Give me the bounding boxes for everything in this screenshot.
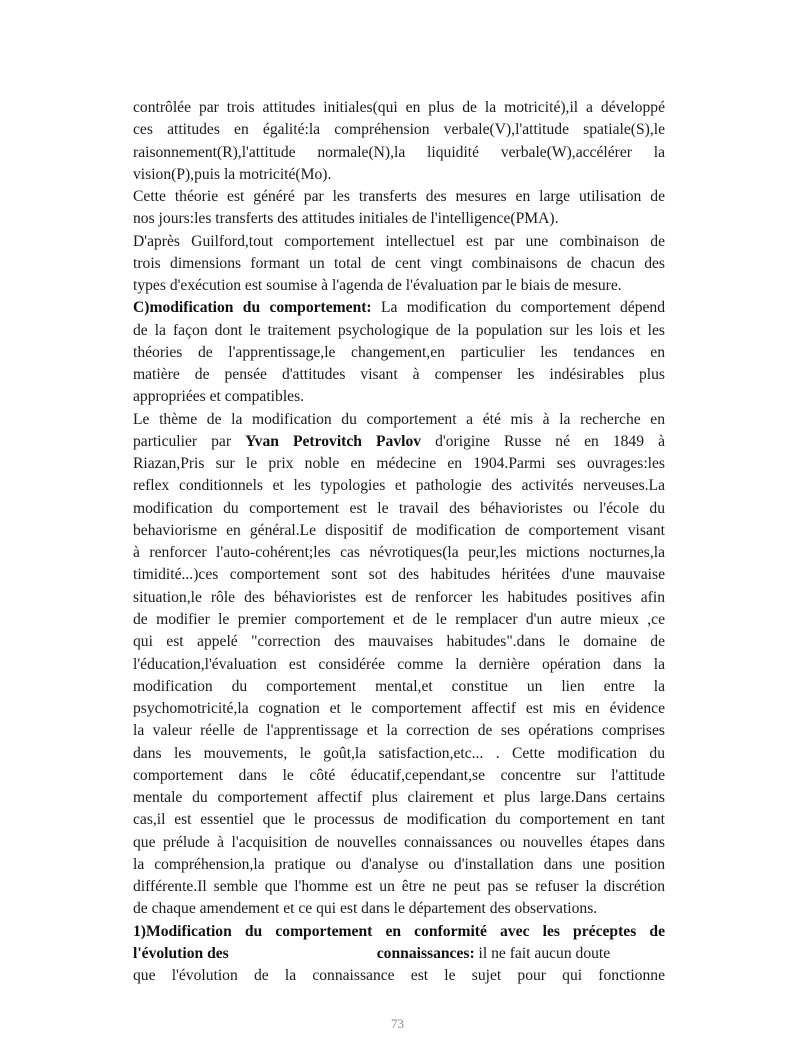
text-segment: timidité...)ces comportement sont sot des habitudes héritées d'une mauvaise [133,566,665,584]
text-line [133,921,665,943]
text-line [133,787,665,809]
text-line [133,386,665,408]
text-segment: modification du comportement est le travail des béhavioristes ou l'école du [133,499,665,517]
text-segment: La modification du comportement dépend [371,299,666,317]
text-segment: dans les mouvements, le goût,la satisfaction,etc... . Cette modification du [133,744,665,762]
text-segment: vision(P),puis la motricité(Mo). [133,165,332,183]
text-line [133,186,665,208]
text-segment: particulier par [133,432,246,450]
text-segment: contrôlée par trois attitudes initiales(qui en plus de la motricité),il a développé [133,99,665,116]
text-segment: types d'exécution est soumise à l'agenda de l'évaluation par le biais de mesure. [133,277,622,295]
text-line [133,564,665,586]
text-line [133,453,665,475]
text-line [133,609,665,631]
text-segment: la compréhension,la pratique ou d'analyse ou d'installation dans une position [133,855,665,873]
text-segment: matière de pensée d'attitudes visant à compenser les indésirables plus [133,366,665,384]
text-line [133,587,665,609]
text-line [133,475,665,497]
text-segment: raisonnement(R),l'attitude normale(N),la liquidité verbale(W),accélérer la [133,143,665,161]
text-line [133,765,665,787]
text-segment: Cette théorie est généré par les transferts des mesures en large utilisation de [133,188,665,206]
text-segment: que l'évolution de la connaissance est le sujet pour qui fonctionne [133,967,665,985]
bold-text: C)modification du comportement: [133,299,372,317]
text-line [133,142,665,164]
text-segment: D'après Guilford,tout comportement intellectuel est par une combinaison de [133,232,665,250]
text-line [133,965,665,987]
text-line [133,231,665,253]
text-line [133,698,665,720]
text-line [133,898,665,920]
text-segment: trois dimensions formant un total de cent vingt combinaisons de chacun des [133,254,665,272]
text-segment: ces attitudes en égalité:la compréhension verbale(V),l'attitude spatiale(S),le [133,121,665,139]
text-segment: situation,le rôle des béhavioristes est de renforcer les habitudes positives afin [133,588,665,606]
text-segment: la valeur réelle de l'apprentissage et la correction de ses opérations comprises [133,722,665,740]
text-segment: psychomotricité,la cognation et le comportement affectif est mis en évidence [133,700,665,718]
text-line [133,743,665,765]
text-segment: reflex conditionnels et les typologies et pathologie des activités nerveuses.La [133,477,665,495]
text-line [133,164,665,186]
text-segment: à renforcer l'auto-cohérent;les cas névrotiques(la peur,les mictions nocturnes,la [133,544,665,562]
text-segment: Riazan,Pris sur le prix noble en médecine en 1904.Parmi ses ouvrages:les [133,455,665,473]
text-segment: de chaque amendement et ce qui est dans le département des observations. [133,900,598,918]
text-line [133,297,665,319]
bold-text: Yvan Petrovitch Pavlov [245,432,422,450]
text-line [133,409,665,431]
text-line [133,97,665,119]
text-line [133,542,665,564]
text-segment: mentale du comportement affectif plus clairement et plus large.Dans certains [133,789,665,807]
text-line [133,342,665,364]
text-segment: de la façon dont le traitement psychologique de la population sur les lois et les [133,321,665,339]
bold-text: l'évolution des [133,944,229,962]
text-line [133,320,665,342]
text-segment: qui est appelé "correction des mauvaises habitudes".dans le domaine de [133,633,665,651]
text-segment: théories de l'apprentissage,le changement,en particulier les tendances en [133,343,665,361]
text-line [133,498,665,520]
text-line [133,654,665,676]
text-segment: cas,il est essentiel que le processus de modification du comportement en tant [133,811,665,829]
text-segment: Le thème de la modification du comportement a été mis à la recherche en [133,410,665,428]
text-segment: modification du comportement mental,et constitue un lien entre la [133,677,665,695]
text-segment: il ne fait aucun doute [474,944,611,962]
text-segment: que prélude à l'acquisition de nouvelles connaissances ou nouvelles étapes dans [133,833,665,851]
text-line [133,809,665,831]
text-line [133,676,665,698]
text-segment: de modifier le premier comportement et de le remplacer d'un autre mieux ,ce [133,610,665,628]
text-line [133,275,665,297]
text-line [133,854,665,876]
bold-text: 1)Modification du comportement en conformité avec les préceptes de [133,922,665,940]
text-line [133,119,665,141]
text-line [133,832,665,854]
text-line [133,253,665,275]
text-segment: différente.Il semble que l'homme est un être ne peut pas se refuser la discrétion [133,878,665,896]
text-segment: l'éducation,l'évaluation est considérée comme la dernière opération dans la [133,655,665,673]
text-line [133,720,665,742]
page-number: 73 [391,1016,404,1031]
text-segment: behaviorisme en général.Le dispositif de modification de comportement visant [133,521,665,539]
text-line [133,876,665,898]
text-segment: appropriées et compatibles. [133,388,305,406]
text-line [133,631,665,653]
text-segment: comportement dans le côté éducatif,cependant,se concentre sur l'attitude [133,766,665,784]
text-line [133,208,665,230]
text-segment: nos jours:les transferts des attitudes initiales de l'intelligence(PMA). [133,210,559,228]
text-line [133,364,665,386]
bold-text: connaissances: [376,944,475,962]
text-line [133,520,665,542]
text-line [133,943,665,965]
text-line [133,431,665,453]
text-segment: d'origine Russe né en 1849 à [421,432,666,450]
